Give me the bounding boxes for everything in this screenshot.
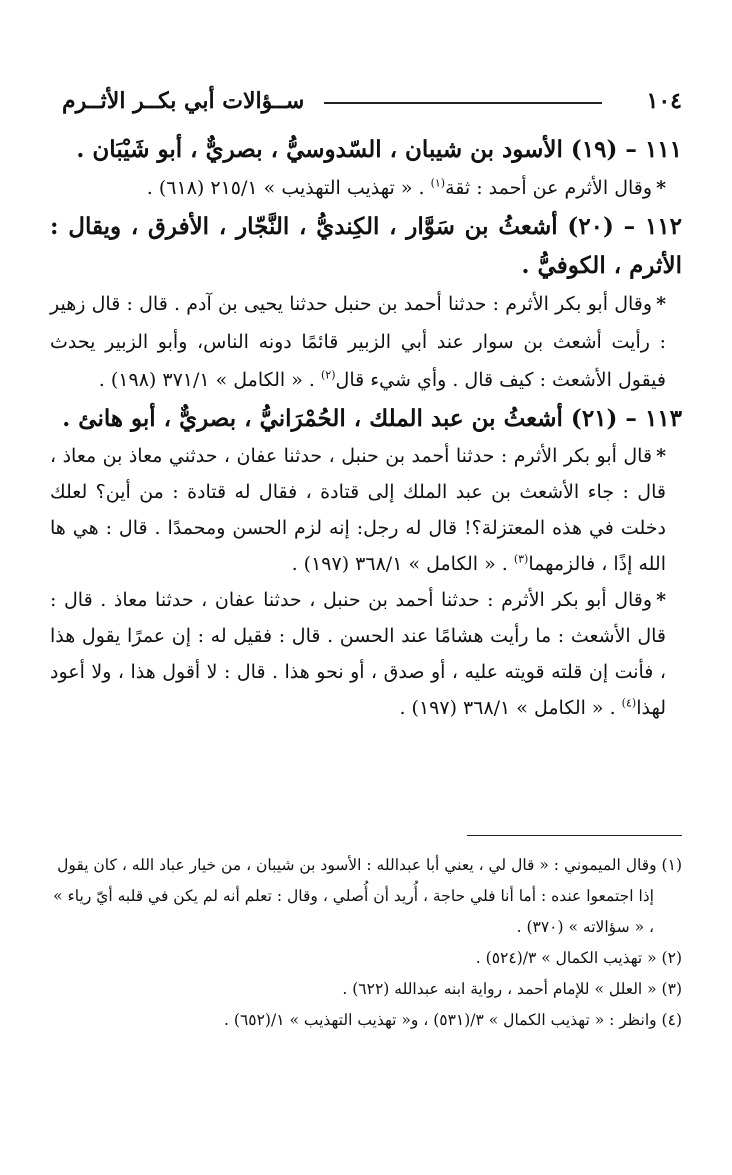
narration-paragraph bbox=[50, 582, 666, 726]
narration-paragraph bbox=[50, 285, 666, 399]
page-header bbox=[62, 88, 682, 118]
source-citation: . « الكامل » ٣٦٨/١ (١٩٧) . bbox=[399, 697, 622, 719]
entry-title: ١١١ – (١٩) الأسود بن شيبان ، السّدوسيُّ ، بصريٌّ ، أبو شَيْبَان . bbox=[76, 136, 682, 163]
source-citation: . « الكامل » ٣٦٨/١ (١٩٧) . bbox=[291, 553, 514, 575]
header-rule bbox=[324, 102, 602, 104]
narration-paragraph bbox=[50, 438, 666, 582]
page-number: ١٠٤ bbox=[646, 88, 682, 114]
footnotes bbox=[50, 850, 682, 1036]
footnote-ref: (٤) bbox=[621, 696, 637, 710]
narration-text: وقال الأثرم عن أحمد : ثقة bbox=[445, 177, 653, 199]
source-citation: . « الكامل » ٣٧١/١ (١٩٨) . bbox=[98, 369, 321, 391]
footnote-separator bbox=[467, 835, 682, 836]
narration-text: قال أبو بكر الأثرم : حدثنا أحمد بن حنبل ، حدثنا عفان ، حدثني معاذ بن معاذ ، قال : جاء الأشعث بن عبد الملك إلى قتادة ، فقال له قتادة : من أين؟ لعلك دخلت في هذه المعتزلة؟! قال له رجل: إنه لزم الحسن ومحمدًا . قال : هي ها الله إذًا ، فالزمهما bbox=[50, 445, 666, 575]
footnote-4: (٤) وانظر : « تهذيب الكمال » ٣/(٥٣١) ، و« تهذيب التهذيب » ١/(٦٥٢) . bbox=[224, 1011, 682, 1029]
footnote-3: (٣) « العلل » للإمام أحمد ، رواية ابنه عبدالله (٦٢٢) . bbox=[342, 980, 682, 998]
star-marker: * bbox=[656, 589, 666, 611]
footnote-ref: (٢) bbox=[321, 368, 336, 382]
footnote-1-continuation: إذا اجتمعوا عنده : أما أنا فلي حاجة ، أُريد أن أُصلي ، وقال : تعلم أنه لم يكن في قلبه أيّ رياء » ، « سؤالاته » (٣٧٠) . bbox=[53, 887, 654, 936]
entry-title: ١١٢ – (٢٠) أشعثُ بن سَوَّار ، الكِنديُّ ، النَّجّار ، الأفرق ، ويقال : الأثرم ، الكوفيُّ . bbox=[50, 213, 682, 279]
star-marker: * bbox=[656, 177, 666, 199]
narration-paragraph bbox=[50, 169, 666, 207]
running-title: ســؤالات أبي بكــر الأثــرم bbox=[62, 88, 305, 114]
footnote-ref: (٣) bbox=[513, 552, 529, 566]
footnote-ref: (١) bbox=[430, 176, 446, 190]
narration-text: وقال أبو بكر الأثرم : حدثنا أحمد بن حنبل ، حدثنا عفان ، حدثنا معاذ . قال : قال الأشعث : ما رأيت هشامًا عند الحسن . قال : فقيل له : إن عمرًا يقول هذا ، فأنت إن قلته قويته عليه ، أو صدق ، أو نحو هذا . قال : لا أقول هذا ، ولا أعود لهذا bbox=[50, 589, 666, 719]
star-marker: * bbox=[656, 293, 666, 315]
footnote-1: (١) وقال الميموني : « قال لي ، يعني أبا عبدالله : الأسود بن شيبان ، من خيار عباد الله ، كان يقول bbox=[57, 856, 682, 874]
narration-text: وقال أبو بكر الأثرم : حدثنا أحمد بن حنبل حدثنا يحيى بن آدم . قال : قال زهير : رأيت أشعث بن سوار عند أبي الزبير قائمًا دونه الناس، وأبو الزبير يحدث فيقول الأشعث : كيف قال . وأي شيء قال bbox=[50, 293, 666, 391]
source-citation: . « تهذيب التهذيب » ٢١٥/١ (٦١٨) . bbox=[146, 177, 431, 199]
star-marker: * bbox=[656, 445, 666, 467]
main-text bbox=[50, 130, 682, 726]
footnote-2: (٢) « تهذيب الكمال » ٣/(٥٢٤) . bbox=[475, 949, 682, 967]
entry-title: ١١٣ – (٢١) أشعثُ بن عبد الملك ، الحُمْرَانيُّ ، بصريٌّ ، أبو هانئ . bbox=[62, 405, 682, 432]
